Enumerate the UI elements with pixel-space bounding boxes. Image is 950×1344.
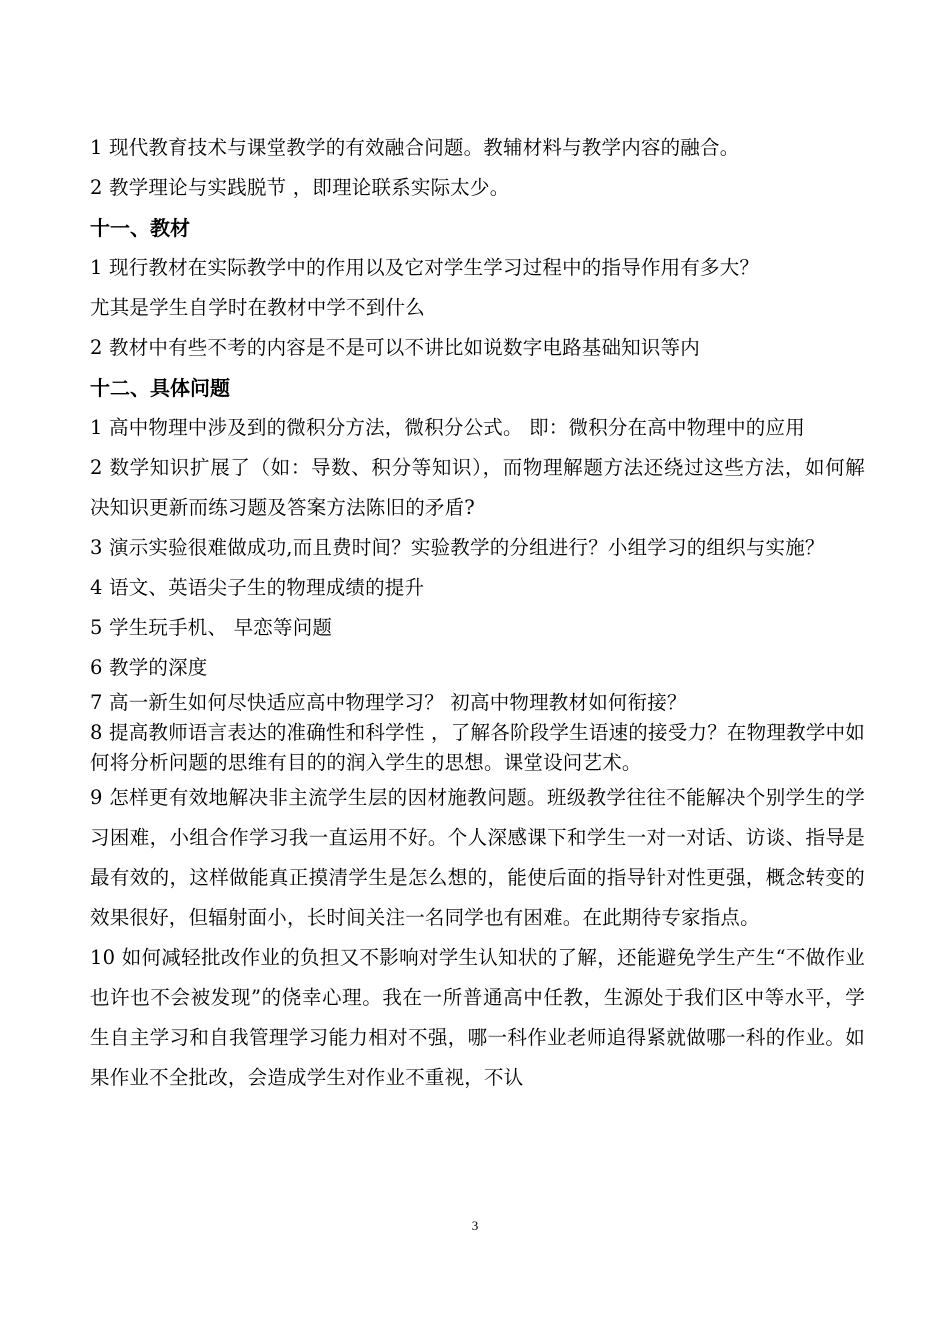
paragraph: 尤其是学生自学时在教材中学不到什么 (90, 296, 425, 319)
paragraph: 1 高中物理中涉及到的微积分方法，微积分公式。 即：微积分在高中物理中的应用 (90, 416, 805, 439)
paragraph: 10 如何减轻批改作业的负担又不影响对学生认知状的了解，还能避免学生产生“不做作业也许也不会被发现”的侥幸心理。我在一所普通高中任教，生源处于我们区中等水平，学生自主学习和自我管理学习能力相对不强，哪一科作业老师追得紧就做哪一科的作业。如果作业不全批改，会造成学生对作业不重视，不认 (90, 946, 865, 1089)
paragraph: 2 教材中有些不考的内容是不是可以不讲比如说数字电路基础知识等内 (90, 336, 701, 359)
paragraph: 3 演示实验很难做成功,而且费时间？实验教学的分组进行？小组学习的组织与实施？ (90, 536, 825, 559)
section-heading: 十二、具体问题 (90, 376, 230, 400)
paragraph: 4 语文、英语尖子生的物理成绩的提升 (90, 576, 425, 599)
section-heading: 十一、教材 (90, 216, 190, 240)
page-number: 3 (471, 1218, 479, 1233)
paragraph: 7 高一新生如何尽快适应高中物理学习？ 初高中物理教材如何衔接？ (90, 691, 687, 714)
paragraph: 8 提高教师语言表达的准确性和科学性 ，了解各阶段学生语速的接受力？在物理教学中如何将分析问题的思维有目的的润入学生的思想。课堂设问艺术。 (90, 721, 865, 774)
paragraph: 2 教学理论与实践脱节 ，即理论联系实际太少。 (90, 176, 510, 199)
page-content (90, 128, 865, 1098)
paragraph: 6 教学的深度 (90, 656, 208, 679)
paragraph: 9 怎样更有效地解决非主流学生层的因材施教问题。班级教学往往不能解决个别学生的学习困难，小组合作学习我一直运用不好。个人深感课下和学生一对一对话、访谈、指导是最有效的，这样做能真正摸清学生是怎么想的，能使后面的指导针对性更强，概念转变的效果很好，但辐射面小，长时间关注一名同学也有困难。在此期待专家指点。 (90, 786, 865, 929)
paragraph: 1 现行教材在实际教学中的作用以及它对学生学习过程中的指导作用有多大？ (90, 256, 760, 279)
paragraph: 2 数学知识扩展了（如：导数、积分等知识），而物理解题方法还绕过这些方法，如何解决知识更新而练习题及答案方法陈旧的矛盾? (90, 456, 865, 519)
paragraph: 1 现代教育技术与课堂教学的有效融合问题。教辅材料与教学内容的融合。 (90, 136, 740, 159)
paragraph: 5 学生玩手机、 早恋等问题 (90, 616, 333, 639)
